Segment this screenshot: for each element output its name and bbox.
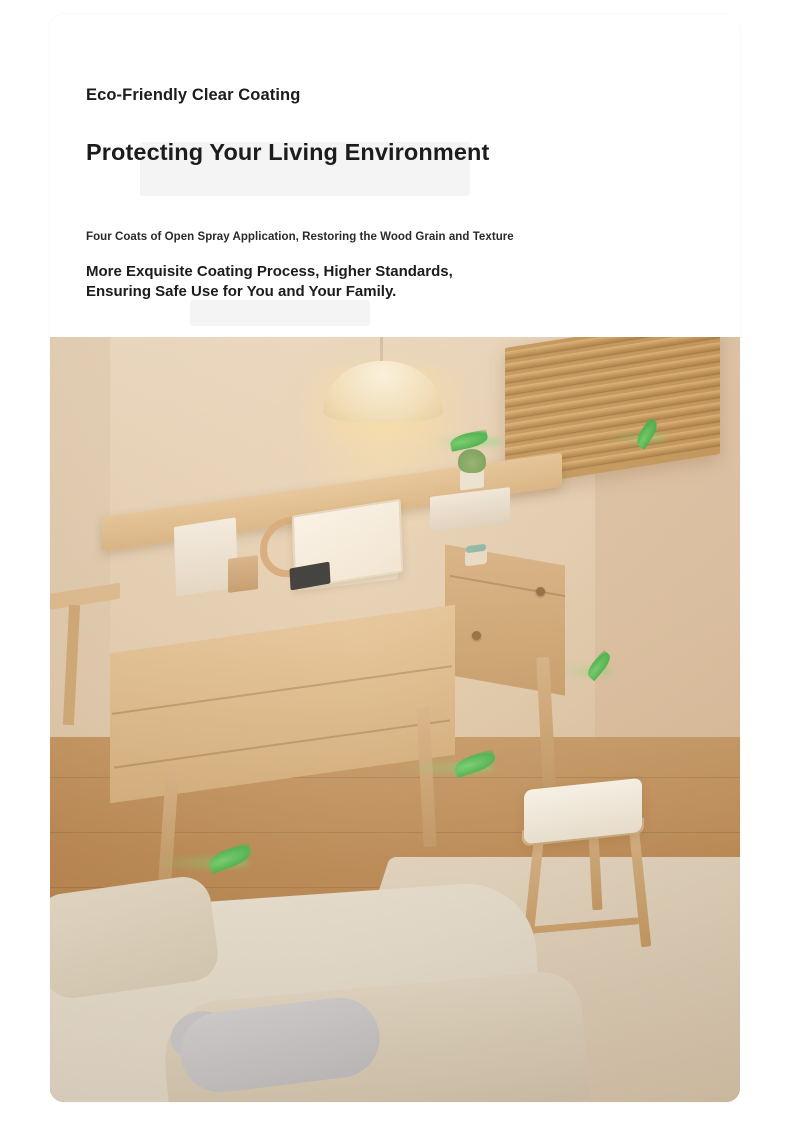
watermark-shape-bottom [190, 300, 370, 326]
drawer-knob [536, 587, 545, 596]
eyebrow-label: Eco-Friendly Clear Coating [86, 86, 301, 104]
hero-photo [50, 337, 740, 1102]
content-card [50, 14, 740, 1102]
photo-scene [50, 337, 740, 1102]
body-copy: More Exquisite Coating Process, Higher Standards, Ensuring Safe Use for You and Your Family. [86, 263, 453, 301]
page-title: Protecting Your Living Environment [86, 139, 490, 165]
subheading: Four Coats of Open Spray Application, Restoring the Wood Grain and Texture [86, 231, 514, 243]
text-block [50, 14, 740, 337]
pen-holder [228, 555, 258, 593]
drawer-knob [472, 631, 481, 640]
potted-plant [458, 449, 486, 473]
